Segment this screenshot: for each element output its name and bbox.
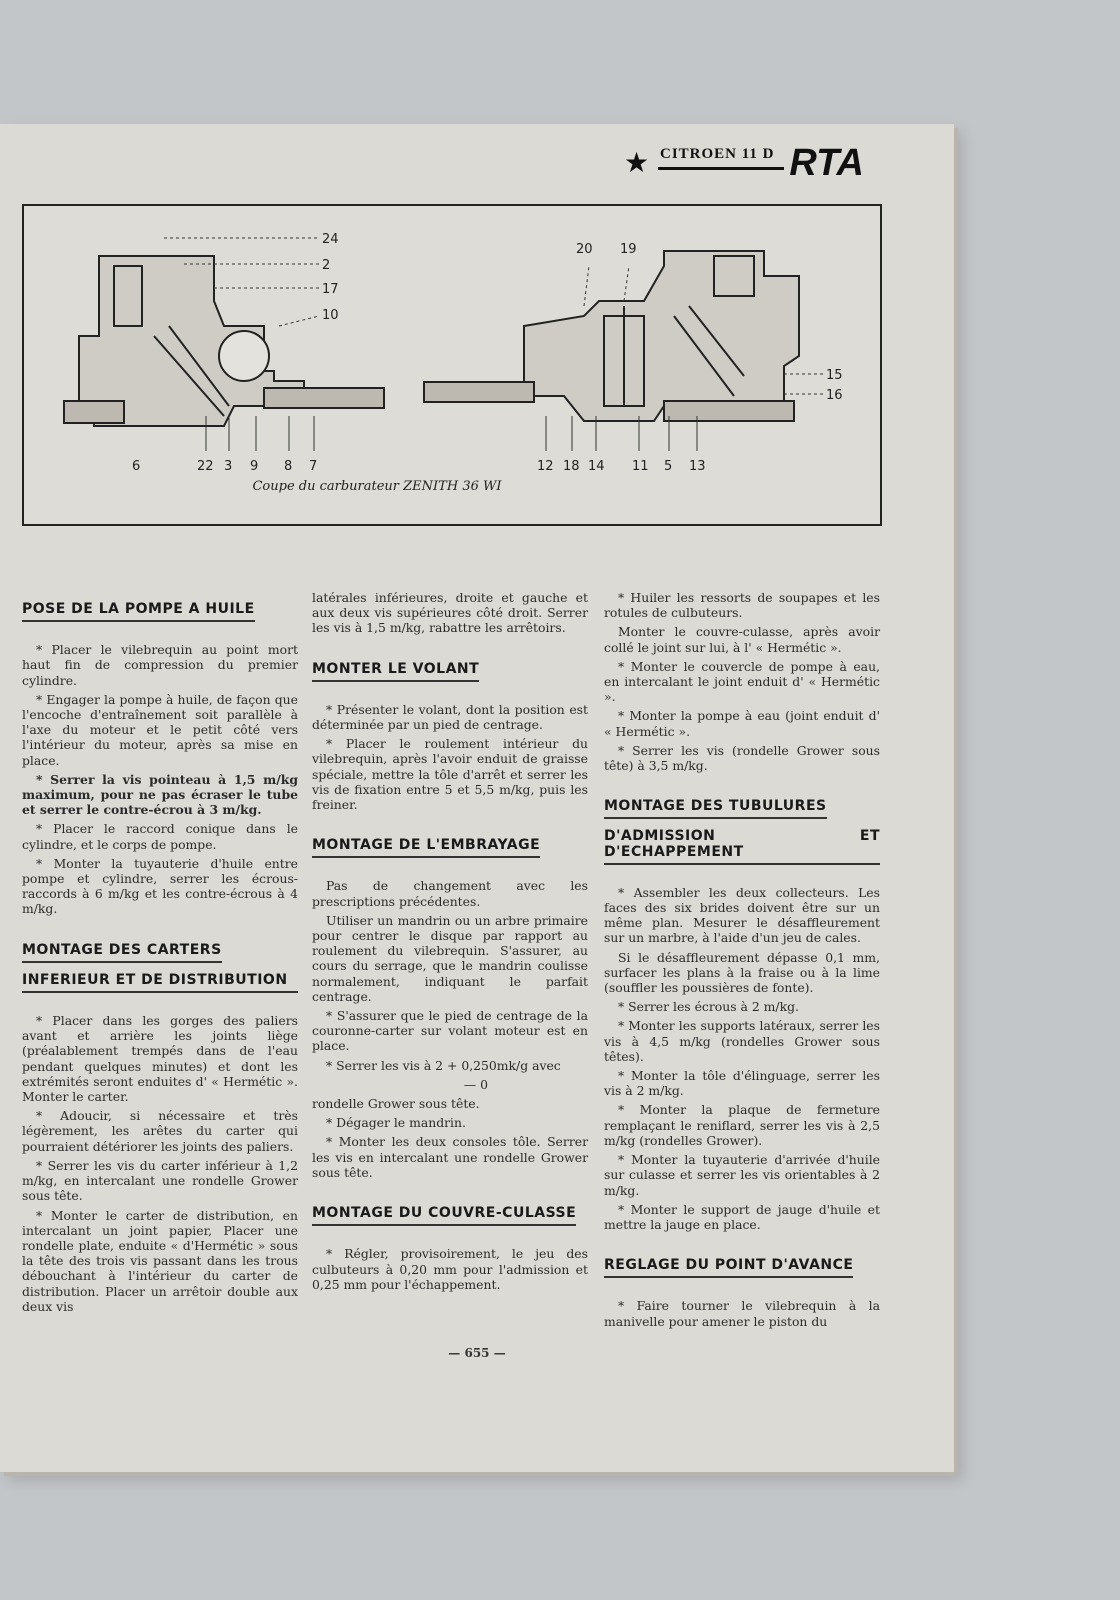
- paragraph: * Serrer les vis (rondelle Grower sous tête) à 3,5 m/kg.: [604, 742, 880, 774]
- paragraph: * Serrer les vis du carter inférieur à 1,2 m/kg, en intercalant une rondelle Grower sous tête.: [22, 1157, 298, 1204]
- paragraph: Monter le couvre-culasse, après avoir collé le joint sur lui, à l' « Hermétic ».: [604, 624, 880, 655]
- paragraph: Si le désaffleurement dépasse 0,1 mm, surfacer les plans à la fraise ou à la lime (souffler les poussières de fonte).: [604, 949, 880, 996]
- paragraph: * Monter la pompe à eau (joint enduit d' « Hermétic ».: [604, 708, 880, 739]
- paragraph: * Serrer les vis à 2 + 0,250mk/g avec: [326, 1057, 561, 1073]
- paragraph: — 0: [463, 1076, 488, 1092]
- label-2: 2: [322, 258, 331, 273]
- paragraph: * Serrer les écrous à 2 m/kg.: [618, 999, 799, 1015]
- label-16: 16: [826, 388, 843, 403]
- carburetor-drawing: [24, 206, 880, 524]
- carburetor-figure: [22, 204, 882, 526]
- paragraph: rondelle Grower sous tête.: [312, 1096, 480, 1112]
- column-2: [312, 590, 588, 1296]
- heading-tubulures-2: D'ADMISSION ET D'ECHAPPEMENT: [604, 829, 880, 864]
- label-19: 19: [620, 242, 637, 257]
- label-18: 18: [563, 459, 580, 474]
- label-6: 6: [132, 459, 141, 474]
- brand-title: CITROEN 11 D: [660, 146, 775, 162]
- label-7: 7: [309, 459, 318, 474]
- heading-carters-2: INFERIEUR ET DE DISTRIBUTION: [22, 973, 298, 993]
- paragraph: Pas de changement avec les prescriptions précédentes.: [312, 878, 588, 909]
- label-3: 3: [224, 459, 233, 474]
- column-1: [22, 580, 298, 1318]
- paragraph: * Serrer la vis pointeau à 1,5 m/kg maximum, pour ne pas écraser le tube et serrer le contre-écrou à 3 m/kg.: [22, 771, 298, 818]
- paragraph: * Placer le vilebrequin au point mort haut fin de compression du premier cylindre.: [22, 642, 298, 688]
- paragraph: * Monter les deux consoles tôle. Serrer les vis en intercalant une rondelle Grower sous tête.: [312, 1134, 588, 1180]
- paragraph: * Faire tourner le vilebrequin à la manivelle pour amener le piston du: [604, 1298, 880, 1329]
- paragraph: * Régler, provisoirement, le jeu des culbuteurs à 0,20 mm pour l'admission et 0,25 mm pour l'échappement.: [312, 1246, 588, 1292]
- label-8: 8: [284, 459, 293, 474]
- label-24: 24: [322, 232, 339, 247]
- label-11: 11: [632, 459, 649, 474]
- heading-tubulures-1: MONTAGE DES TUBULURES: [604, 799, 827, 819]
- star-icon: ★: [624, 146, 650, 179]
- label-9: 9: [250, 459, 259, 474]
- paragraph: * Monter la plaque de fermeture remplaçant le reniflard, serrer les vis à 2,5 m/kg (rondelles Grower).: [604, 1102, 880, 1148]
- paragraph: * Adoucir, si nécessaire et très légèrement, les arêtes du carter qui pourraient détériorer les joints des paliers.: [22, 1108, 298, 1154]
- paragraph: * Engager la pompe à huile, de façon que l'encoche d'entraînement soit parallèle à l'axe du moteur et le petit côté vers l'intérieur du moteur, après sa mise en place.: [22, 691, 298, 768]
- label-13: 13: [689, 459, 706, 474]
- paragraph: * Monter le carter de distribution, en intercalant un joint papier, Placer une rondelle plate, enduite « d'Hermétic » sous la tête des trois vis passant dans les trous débouchant à l'intérieur du carter de distribution. Placer un arrêtoir double aux deux vis: [22, 1207, 298, 1314]
- paragraph: * Monter le couvercle de pompe à eau, en intercalant le joint enduit d' « Hermétic ».: [604, 658, 880, 705]
- header-rule: [658, 167, 784, 170]
- paragraph: * Placer le roulement intérieur du vilebrequin, après l'avoir enduit de graisse spéciale, mettre la tôle d'arrêt et serrer les vis de fixation entre 5 et 5,5 m/kg, puis les freiner.: [312, 736, 588, 813]
- paragraph: * Monter la tôle d'élinguage, serrer les vis à 2 m/kg.: [604, 1068, 880, 1099]
- label-22: 22: [197, 459, 214, 474]
- label-14: 14: [588, 459, 605, 474]
- heading-embrayage: MONTAGE DE L'EMBRAYAGE: [312, 838, 540, 858]
- label-10: 10: [322, 308, 339, 323]
- label-20: 20: [576, 242, 593, 257]
- rta-logo: RTA: [789, 142, 864, 184]
- page-header: [624, 144, 864, 184]
- label-5: 5: [664, 459, 673, 474]
- paragraph: * Placer dans les gorges des paliers avant et arrière les joints liège (préalablement trempés dans de l'eau pendant quelques minutes) et dont les extrémités seront enduites d' « Hermétic ». Monter le carter.: [22, 1013, 298, 1105]
- heading-pose-pompe: POSE DE LA POMPE A HUILE: [22, 602, 255, 622]
- document-page: [0, 124, 954, 1472]
- paragraph: * S'assurer que le pied de centrage de la couronne-carter sur volant moteur est en place.: [312, 1008, 588, 1054]
- heading-carters-1: MONTAGE DES CARTERS: [22, 943, 222, 963]
- heading-point-avance: REGLAGE DU POINT D'AVANCE: [604, 1258, 853, 1278]
- paragraph: * Monter la tuyauterie d'huile entre pompe et cylindre, serrer les écrous-raccords à 6 m/kg et les contre-écrous à 4 m/kg.: [22, 855, 298, 917]
- heading-couvre-culasse: MONTAGE DU COUVRE-CULASSE: [312, 1206, 576, 1226]
- paragraph: * Monter les supports latéraux, serrer les vis à 4,5 m/kg (rondelles Grower sous têtes).: [604, 1018, 880, 1064]
- paragraph: * Huiler les ressorts de soupapes et les rotules de culbuteurs.: [604, 590, 880, 621]
- paragraph: * Monter la tuyauterie d'arrivée d'huile sur culasse et serrer les vis orientables à 2 m/kg.: [604, 1152, 880, 1198]
- label-15: 15: [826, 368, 843, 383]
- paragraph: * Assembler les deux collecteurs. Les faces des six brides doivent être sur un même plan. Mesurer le désaffleurement sur un marbre, à l'aide d'un jeu de cales.: [604, 884, 880, 946]
- paragraph: * Monter le support de jauge d'huile et mettre la jauge en place.: [604, 1201, 880, 1232]
- paragraph: * Placer le raccord conique dans le cylindre, et le corps de pompe.: [22, 821, 298, 852]
- figure-caption: Coupe du carburateur ZENITH 36 WI: [252, 479, 502, 494]
- column-3: [604, 590, 880, 1333]
- page-number: — 655 —: [448, 1346, 506, 1360]
- paragraph: * Présenter le volant, dont la position est déterminée par un pied de centrage.: [312, 701, 588, 733]
- label-12: 12: [537, 459, 554, 474]
- paragraph: latérales inférieures, droite et gauche et aux deux vis supérieures côté droit. Serrer les vis à 1,5 m/kg, rabattre les arrêtoirs.: [312, 590, 588, 636]
- heading-volant: MONTER LE VOLANT: [312, 662, 479, 682]
- paragraph: Utiliser un mandrin ou un arbre primaire pour centrer le disque par rapport au roulement du vilebrequin. S'assurer, au cours du serrage, que le mandrin coulisse normalement, indiquant le parfait centrage.: [312, 912, 588, 1004]
- paragraph: * Dégager le mandrin.: [326, 1115, 466, 1131]
- label-17: 17: [322, 282, 339, 297]
